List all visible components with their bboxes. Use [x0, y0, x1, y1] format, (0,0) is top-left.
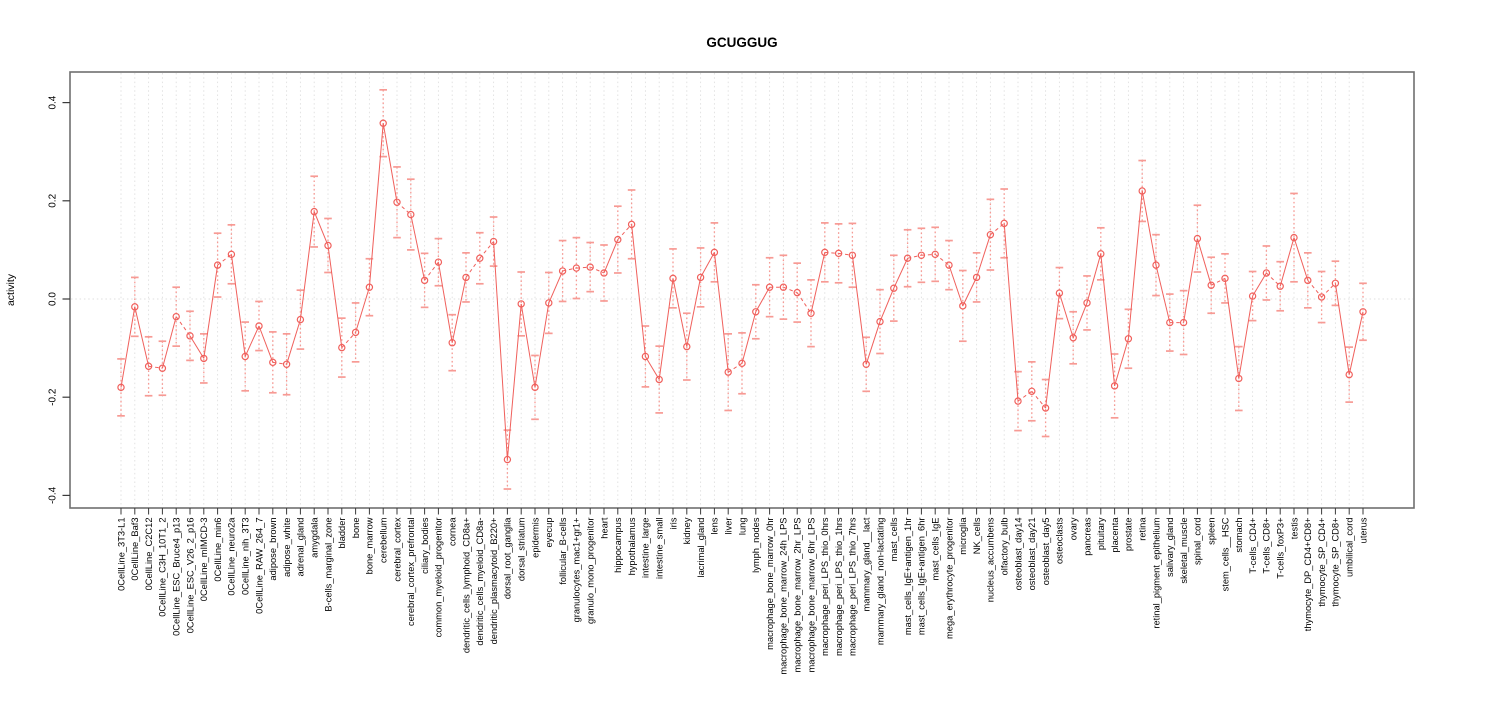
series-segment — [507, 304, 521, 460]
x-category-label: granulocytes_mac1+gr1+ — [571, 517, 582, 623]
series-segment — [300, 212, 314, 320]
x-category-label: mammary_gland_non-lactating — [875, 517, 886, 646]
x-category-label: 0CellLine_Baf3 — [130, 517, 141, 581]
chart-title: GCUGGUG — [706, 35, 778, 50]
x-category-label: amygdala — [309, 517, 320, 558]
series-segment — [494, 242, 508, 460]
series-segment — [632, 224, 646, 356]
x-category-label: mast_cells — [889, 517, 900, 562]
gridlines — [71, 73, 1413, 507]
x-category-label: thymocyte_SP_CD8+ — [1330, 517, 1341, 607]
y-tick-label: 0.4 — [47, 95, 59, 110]
x-category-label: 0CellLine_nih_3T3 — [240, 517, 251, 596]
x-category-label: lung — [737, 517, 748, 536]
x-category-label: osteoclasts — [1054, 517, 1065, 565]
x-category-label: T-cells_foxP3+ — [1275, 517, 1286, 579]
x-category-label: dendritic_cells_myeloid_CD8a- — [475, 517, 486, 646]
x-category-label: liver — [723, 517, 734, 535]
series-segment — [549, 271, 563, 303]
x-category-label: mammary_gland__lact — [861, 517, 872, 612]
x-category-label: macrophage_bone_marrow_24h_LPS — [778, 517, 789, 675]
series-segment — [369, 123, 383, 287]
x-category-label: kidney — [682, 517, 693, 545]
series-segment — [1087, 254, 1101, 303]
x-category-label: olfactory_bulb — [999, 517, 1010, 576]
x-category-label: retinal_pigment_epithelium — [1151, 517, 1162, 629]
x-category-label: macrophage_peri_LPS_thio_7hrs — [847, 517, 858, 657]
x-category-label: lymph_nodes — [751, 517, 762, 573]
series-segment — [1349, 312, 1363, 375]
series-segment — [121, 307, 135, 388]
x-category-label: nucleus_accumbens — [985, 517, 996, 603]
series-segment — [190, 336, 204, 359]
plot-border — [70, 72, 1414, 508]
x-category-label: adipose_white — [281, 517, 292, 577]
x-category-label: granulo_mono_progenitor — [585, 517, 596, 624]
x-category-label: NK_cells — [971, 517, 982, 555]
x-category-label: spinal_cord — [1192, 517, 1203, 566]
x-category-label: 0CellLine_min6 — [212, 517, 223, 582]
series-segment — [811, 252, 825, 313]
x-category-label: lacrimal_gland — [695, 517, 706, 578]
x-category-label: pancreas — [1082, 517, 1093, 556]
x-category-label: eyecup — [544, 517, 555, 548]
series-segment — [728, 363, 742, 372]
series-segment — [1046, 293, 1060, 408]
x-category-label: T-cells_CD8+ — [1261, 517, 1272, 574]
x-category-label: 0CellLine_3T3-L1 — [116, 517, 127, 591]
x-category-label: placenta — [1109, 517, 1120, 553]
x-category-label: 0CellLine_C3H_10T1_2 — [157, 517, 168, 617]
series-segment — [659, 278, 673, 379]
x-category-label: macrophage_bone_marrow_6hr_LPS — [806, 517, 817, 673]
x-category-label: bone_marrow — [364, 517, 375, 575]
x-category-label: mast_cells_IgE+antigen_6hr — [916, 517, 927, 636]
series-segment — [356, 287, 370, 332]
x-category-label: ovary — [1068, 517, 1079, 541]
x-category-label: cerebral_cortex — [392, 517, 403, 582]
x-category-label: dorsal_striatum — [516, 517, 527, 582]
x-category-label: testis — [1289, 517, 1300, 540]
x-category-label: osteoblast_day14 — [1013, 517, 1024, 591]
x-category-label: osteoblast_day21 — [1027, 517, 1038, 591]
series-segment — [1197, 239, 1211, 286]
x-category-label: mast_cells_IgE+antigen_1hr — [902, 517, 913, 636]
series-segment — [701, 252, 715, 277]
x-category-label: cerebral_cortex_prefrontal — [406, 517, 417, 627]
x-category-label: dendritic_plasmacytoid_B220+ — [488, 517, 499, 645]
series-segment — [756, 287, 770, 312]
series-segment — [452, 277, 466, 342]
x-category-label: T-cells_CD4+ — [1247, 517, 1258, 574]
x-category-label: macrophage_bone_marrow_0hr — [764, 517, 775, 650]
x-category-label: pituitary — [1096, 517, 1107, 551]
x-category-label: umbilical_cord — [1344, 517, 1355, 577]
series-segment — [287, 320, 301, 365]
series-segment — [1294, 238, 1308, 281]
series-segment — [204, 265, 218, 358]
series-segment — [1101, 254, 1115, 386]
x-category-label: macrophage_bone_marrow_2hr_LPS — [792, 517, 803, 673]
x-category-label: heart — [599, 517, 610, 539]
data-points — [118, 120, 1366, 463]
x-category-label: dorsal_root_ganglia — [502, 517, 513, 600]
x-category-label: macrophage_peri_LPS_thio_0hrs — [820, 517, 831, 657]
series-segment — [383, 123, 397, 202]
series-segment — [576, 267, 590, 268]
x-category-label: ciliary_bodies — [419, 517, 430, 574]
x-category-label: thymocyte_SP_CD4+ — [1316, 517, 1327, 607]
series-segment — [1239, 296, 1253, 378]
x-category-label: retina — [1137, 517, 1148, 541]
series-segment — [1335, 283, 1349, 374]
series-segment — [825, 252, 839, 253]
x-category-label: cornea — [447, 517, 458, 546]
series-segment — [714, 252, 728, 372]
x-category-label: iris — [668, 517, 679, 530]
x-category-label: 0CellLine_neuro2a — [226, 517, 237, 596]
x-category-label: stem_cells__HSC — [1220, 517, 1231, 592]
y-tick-label: -0.4 — [47, 486, 59, 505]
x-category-label: prostate — [1123, 517, 1134, 552]
x-category-label: bone — [350, 517, 361, 539]
y-tick-label: 0.2 — [47, 193, 59, 208]
x-category-label: epidermis — [530, 517, 541, 558]
series-segment — [894, 258, 908, 288]
series-segment — [1059, 293, 1073, 338]
series-segment — [797, 293, 811, 314]
x-category-label: skeletal_muscle — [1178, 517, 1189, 584]
x-category-label: hypothalamus — [626, 517, 637, 576]
x-category-label: lens — [709, 517, 720, 535]
x-category-label: osteoblast_day5 — [1040, 517, 1051, 586]
x-category-label: 0CellLine_ESC_V26_2_p16 — [185, 517, 196, 634]
series-segment — [535, 303, 549, 387]
series-segment — [921, 254, 935, 255]
x-category-label: intestine_large — [640, 517, 651, 578]
x-category-label: thymocyte_DP_CD4+CD8+ — [1303, 517, 1314, 632]
series-segment — [1073, 303, 1087, 338]
series-segment — [852, 255, 866, 364]
series-segment — [866, 322, 880, 365]
y-tick-label: -0.2 — [47, 388, 59, 406]
series-segment — [231, 254, 245, 356]
series-segment — [1184, 239, 1198, 323]
x-category-label: 0CellLine_C2C12 — [143, 517, 154, 591]
x-category-label: common_myeloid_progenitor — [433, 517, 444, 638]
x-category-label: 0CellLine_mIMCD-3 — [199, 517, 210, 602]
series-segment — [438, 262, 452, 343]
x-category-label: dendritic_cells_lymphoid_CD8a+ — [461, 517, 472, 654]
x-category-label: follicular_B-cells — [557, 517, 568, 585]
series-segment — [411, 215, 425, 281]
series-segment — [1225, 278, 1239, 378]
series-segment — [1142, 191, 1156, 265]
series-segment — [645, 356, 659, 379]
series-segment — [1004, 223, 1018, 401]
x-category-label: macrophage_peri_LPS_thio_1hrs — [833, 517, 844, 657]
x-category-label: 0CellLine_ESC_Bruce4_p13 — [171, 517, 182, 636]
x-category-label: stomach — [1234, 517, 1245, 553]
series-segment — [1115, 339, 1129, 386]
series-segment — [977, 235, 991, 278]
series-segment — [245, 326, 259, 356]
x-category-label: microglia — [958, 517, 969, 555]
series-segment — [521, 304, 535, 387]
x-category-label: salivary_gland — [1165, 517, 1176, 577]
x-category-label: uterus — [1358, 517, 1369, 544]
series-segment — [328, 245, 342, 347]
series-segment — [162, 317, 176, 369]
x-category-label: mast_cells_IgE — [930, 517, 941, 581]
x-category-label: hippocampus — [613, 517, 624, 573]
x-category-label: mega_erythrocyte_progenitor — [944, 517, 955, 639]
series-segment — [880, 288, 894, 321]
x-category-label: adrenal_gland — [295, 517, 306, 577]
series-segment — [314, 212, 328, 246]
x-category-label: B-cells_marginal_zone — [323, 517, 334, 612]
series-segment — [687, 277, 701, 346]
series-segment — [1128, 191, 1142, 339]
y-axis-label: activity — [5, 273, 17, 307]
x-category-label: adipose_brown — [268, 517, 279, 581]
x-category-label: cerebellum — [378, 517, 389, 563]
x-category-label: intestine_small — [654, 517, 665, 579]
y-tick-label: 0.0 — [47, 292, 59, 306]
x-category-label: 0CellLine_RAW_264_7 — [254, 517, 265, 614]
series-segment — [1211, 278, 1225, 285]
x-category-label: spleen — [1206, 517, 1217, 545]
x-category-label: bladder — [337, 517, 348, 549]
series-segment — [1253, 273, 1267, 296]
series-segment — [742, 312, 756, 364]
